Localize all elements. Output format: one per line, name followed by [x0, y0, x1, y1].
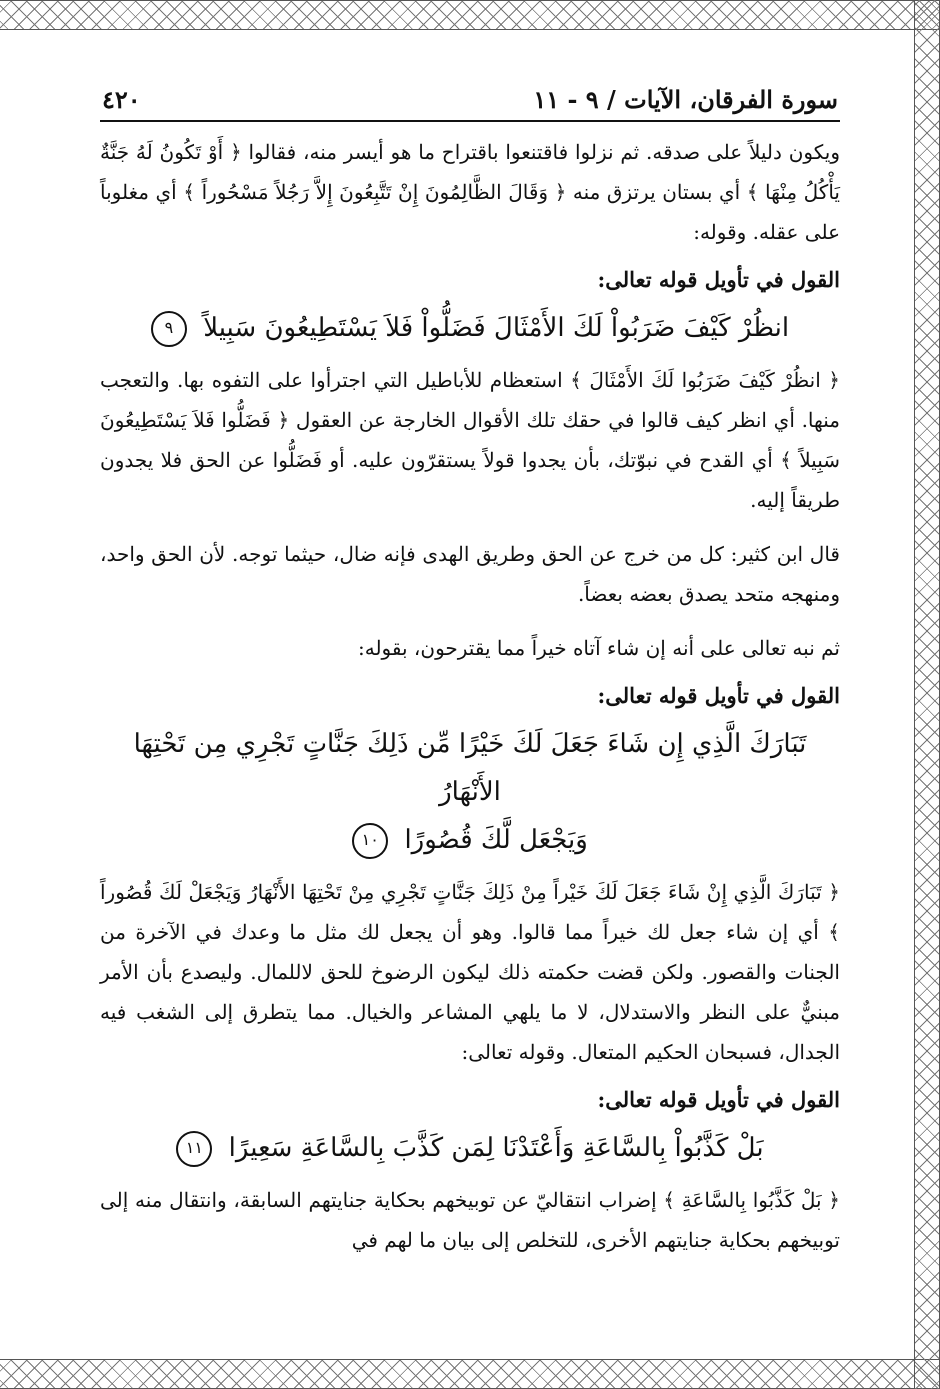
section-heading-3: القول في تأويل قوله تعالى:: [597, 1087, 840, 1112]
verse-number-badge: ١١: [176, 1131, 212, 1167]
decorative-border-top: [0, 0, 940, 30]
book-page: [100, 72, 840, 1260]
running-title: سورة الفرقان، الآيات / ٩ - ١١: [533, 85, 838, 114]
paragraph-1: ويكون دليلاً على صدقه. ثم نزلوا فاقتنعوا باقتراح ما هو أيسر منه، فقالوا ﴿ أَوْ تَكُونُ لَهُ جَنَّةٌ يَأْكُلُ مِنْهَا ﴾ أي بستان يرتزق منه ﴿ وَقَالَ الظَّالِمُونَ إِنْ تَتَّبِعُونَ إِلاَّ رَجُلاً مَسْحُوراً ﴾ أي مغلوباً على عقله. وقوله:: [100, 140, 840, 244]
page-number: ٤٢٠: [102, 85, 141, 114]
paragraph-3: قال ابن كثير: كل من خرج عن الحق وطريق الهدى فإنه ضال، حيثما توجه. لأن الحق واحد، ومنهجه متحد يصدق بعضه بعضاً.: [100, 542, 840, 606]
quran-verse-10: [100, 720, 840, 864]
verse-text-line-1: تَبَارَكَ الَّذِي إِن شَاءَ جَعَلَ لَكَ خَيْرًا مِّن ذَلِكَ جَنَّاتٍ تَجْرِي مِن تَحْتِهَا الأَنْهَارُ: [133, 729, 807, 807]
paragraph-6: ﴿ بَلْ كَذَّبُوا بِالسَّاعَةِ ﴾ إضراب انتقاليّ عن توبيخهم بحكاية جنايتهم السابقة، وانتقال منه إلى توبيخهم بحكاية جنايتهم الأخرى، للتخلص إلى بيان ما لهم في: [100, 1188, 840, 1252]
page-header: [100, 72, 840, 122]
verse-text-line-2: وَيَجْعَل لَّكَ قُصُورًا: [404, 825, 588, 855]
section-heading-2: القول في تأويل قوله تعالى:: [597, 683, 840, 708]
paragraph-5: ﴿ تَبَارَكَ الَّذِي إِنْ شَاءَ جَعَلَ لَكَ خَيْراً مِنْ ذَلِكَ جَنَّاتٍ تَجْرِي مِنْ تَحْتِهَا الأَنْهَارُ وَيَجْعَلْ لَكَ قُصُوراً ﴾ أي إن شاء جعل لك خيراً مما قالوا. وهو أن يجعل لك مثل ما وعدك في الآخرة من الجنات والقصور. ولكن قضت حكمته ذلك ليكون الرضوخ للحق لاللمال. وليصدع بأن الأمر مبنيٌّ على النظر والاستدلال، لا ما يلهي المشاعر والخيال. مما يتطرق إلى الشغب فيه الجدال، فسبحان الحكيم المتعال. وقوله تعالى:: [100, 880, 841, 1064]
verse-number-badge: ٩: [151, 311, 187, 347]
paragraph-2: ﴿ انظُرْ كَيْفَ ضَرَبُوا لَكَ الأَمْثَالَ ﴾ استعظام للأباطيل التي اجترأوا على التفوه بها. والتعجب منها. أي انظر كيف قالوا في حقك تلك الأقوال الخارجة عن العقول ﴿ فَضَلُّوا فَلاَ يَسْتَطِيعُونَ سَبِيلاً ﴾ أي القدح في نبوّتك، بأن يجدوا قولاً يستقرّون عليه. أو فَضَلُّوا عن الحق فلا يجدون طريقاً إليه.: [100, 368, 840, 512]
quran-verse-11: [100, 1124, 840, 1172]
quran-verse-9: [100, 304, 840, 352]
verse-text: بَلْ كَذَّبُواْ بِالسَّاعَةِ وَأَعْتَدْنَا لِمَن كَذَّبَ بِالسَّاعَةِ سَعِيرًا: [228, 1133, 764, 1163]
decorative-border-right: [914, 0, 940, 1389]
paragraph-4: ثم نبه تعالى على أنه إن شاء آتاه خيراً مما يقترحون، بقوله:: [358, 636, 840, 660]
decorative-border-bottom: [0, 1359, 940, 1389]
section-heading-1: القول في تأويل قوله تعالى:: [597, 267, 840, 292]
verse-number-badge: ١٠: [352, 823, 388, 859]
verse-text: انظُرْ كَيْفَ ضَرَبُواْ لَكَ الأَمْثَالَ فَضَلُّواْ فَلاَ يَسْتَطِيعُونَ سَبِيلاً: [203, 313, 790, 343]
